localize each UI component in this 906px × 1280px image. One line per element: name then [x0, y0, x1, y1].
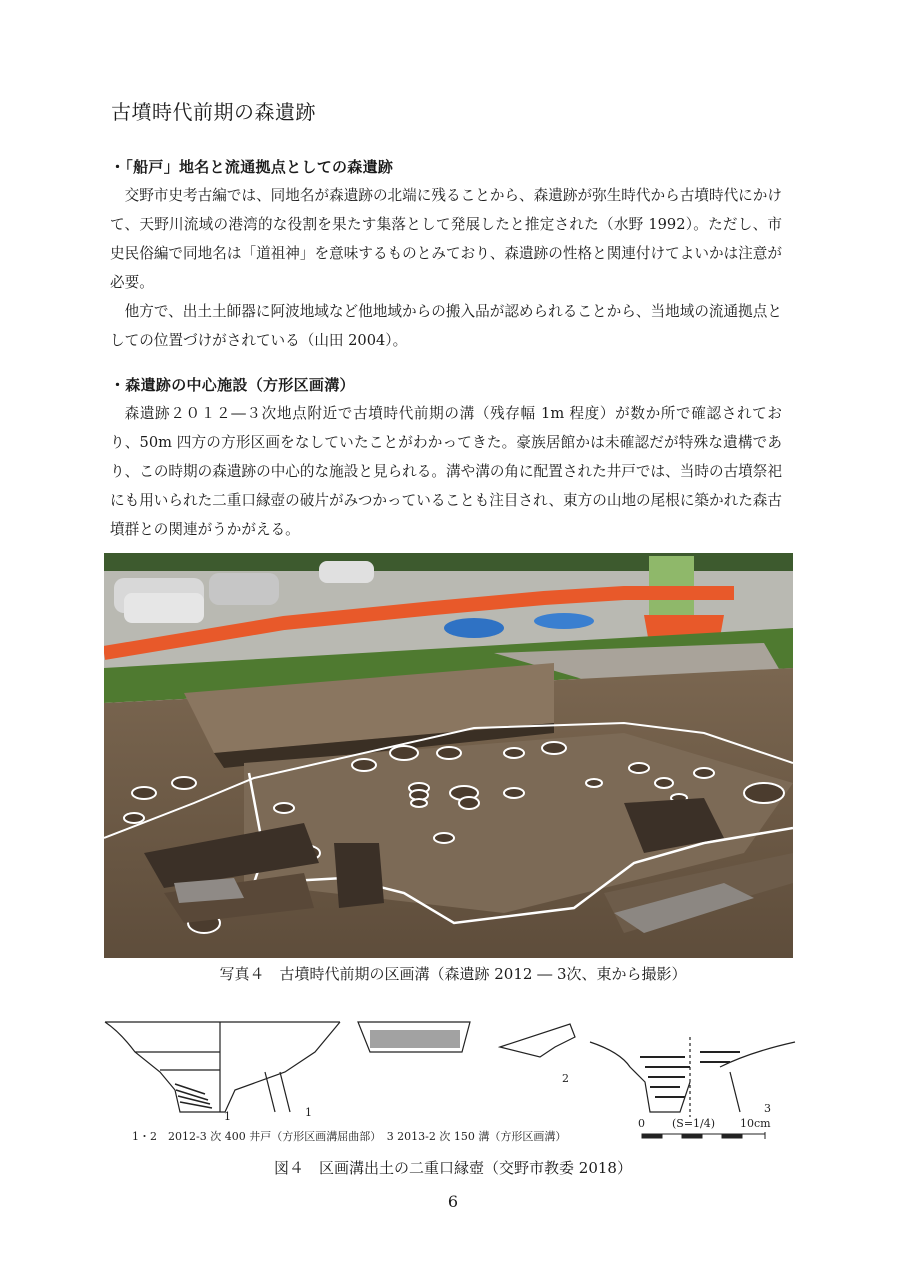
paragraph: 交野市史考古編では、同地名が森遺跡の北端に残ることから、森遺跡が弥生時代から古墳時代にかけて、天野川流域の港湾的な役割を果たす集落として発展したと推定された（水野 1992）。ただし、市史民俗編で同地名は「道祖神」を意味するものとみており、森遺跡の性格と関連付けてよいかは注意が必要。 [110, 187, 782, 291]
pottery-drawings [100, 1012, 800, 1147]
scale-end: 10cm [740, 1117, 771, 1130]
photo-caption: 写真４ 古墳時代前期の区画溝（森遺跡 2012 ― 3次、東から撮影） [219, 965, 687, 983]
figure-label-1: 1 [224, 1110, 231, 1123]
section-central-facility [110, 374, 782, 544]
page-number: 6 [447, 1192, 459, 1211]
section-funado [110, 156, 782, 355]
paragraph: 森遺跡２０１２―３次地点附近で古墳時代前期の溝（残存幅 1m 程度）が数か所で確認されており、50m 四方の方形区画をなしていたことがわかってきた。豪族居館かは未確認だが特殊な遺構であり、この時期の森遺跡の中心的な施設と見られる。溝や溝の角に配置された井戸では、当時の古墳祭祀にも用いられた二重口縁壺の破片がみつかっていることも注目され、東方の山地の尾根に築かれた森古墳群との関連がうかがえる。 [110, 405, 782, 538]
figure-label-2: 2 [562, 1072, 569, 1085]
section-heading: ・「船戸」地名と流通拠点としての森遺跡 [110, 158, 394, 176]
paragraph: 他方で、出土土師器に阿波地域など他地域からの搬入品が認められることから、当地域の流通拠点としての位置づけがされている（山田 2004）。 [110, 303, 782, 349]
figure-label-1: 1 [305, 1106, 312, 1119]
scale-ratio: (S=1/4) [672, 1117, 716, 1130]
scale-zero: 0 [638, 1117, 645, 1130]
figure-note: 1・2 2012-3 次 400 井戸（方形区画溝屈曲部） 3 2013-2 次 150 溝（方形区画溝） [132, 1130, 567, 1143]
page-title: 古墳時代前期の森遺跡 [111, 100, 316, 124]
figure-label-3: 3 [764, 1102, 771, 1115]
section-heading: ・森遺跡の中心施設（方形区画溝） [110, 376, 355, 394]
excavation-photo [104, 553, 793, 958]
figure-caption: 図４ 区画溝出土の二重口縁壺（交野市教委 2018） [274, 1159, 632, 1177]
